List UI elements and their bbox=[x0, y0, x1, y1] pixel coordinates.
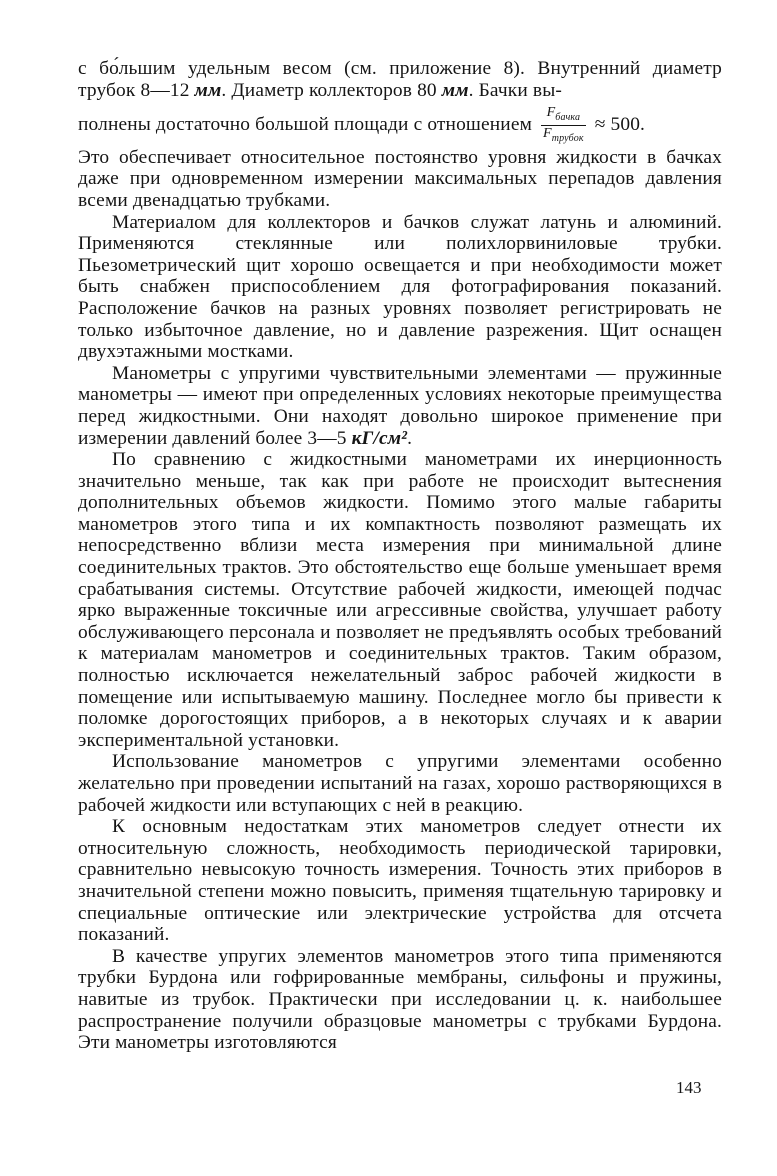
fraction-denominator bbox=[541, 126, 586, 146]
page-number: 143 bbox=[676, 1078, 702, 1097]
unit-mm-2: мм bbox=[441, 79, 469, 101]
numerator-subscript: бачка bbox=[555, 111, 581, 123]
fraction-numerator bbox=[541, 105, 586, 126]
paragraph-1 bbox=[78, 58, 722, 212]
paragraph-3-text-a: Манометры с упругими чувствительными элементами — пружинные манометры — имеют при определенных условиях некоторые преимущества перед жидкостными. Они находят довольно широкое применение при измерении давлений более 3—5 bbox=[78, 362, 722, 449]
paragraph-1-text-d: полнены достаточно большой площади с отношением bbox=[78, 113, 532, 135]
numerator-symbol: F bbox=[546, 105, 556, 121]
denominator-symbol: F bbox=[543, 125, 552, 141]
paragraph-1-text-f: Это обеспечивает относительное постоянство уровня жидкости в бачках даже при одновременном измерении максимальных перепадов давления всеми двенадцатью трубками. bbox=[78, 146, 722, 211]
page-body bbox=[78, 58, 722, 1054]
paragraph-3-text-b: . bbox=[407, 427, 413, 449]
area-ratio-fraction bbox=[541, 105, 586, 146]
paragraph-1-text-c: . Бачки вы- bbox=[468, 79, 562, 101]
paragraph-4: По сравнению с жидкостными манометрами их инерционность значительно меньше, так как при работе не происходит вытеснения дополнительных объемов жидкости. Помимо этого малые габариты манометров этого типа и их компактность позволяют размещать их непосредственно вблизи места измерения при минимальной длине соединительных трактов. Это обстоятельство еще больше уменьшает время срабатывания системы. Отсутствие рабочей жидкости, имеющей подчас ярко выраженные токсичные или агрессивные свойства, улучшает работу обслуживающего персонала и позволяет не предъявлять особых требований к материалам манометров и соединительных трактов. Таким образом, полностью исключается нежелательный заброс рабочей жидкости в помещение или испытываемую машину. Последнее могло бы привести к поломке дорогостоящих приборов, а в некоторых случаях и к аварии экспериментальной установки. bbox=[78, 449, 722, 751]
paragraph-3 bbox=[78, 363, 722, 449]
formula-line bbox=[78, 105, 722, 146]
paragraph-2: Материалом для коллекторов и бачков служат латунь и алюминий. Применяются стеклянные или полихлорвиниловые трубки. Пьезометрический щит хорошо освещается и при необходимости может быть снабжен приспособлением для фотографирования показаний. Расположение бачков на разных уровнях позволяет регистрировать не только избыточное давление, но и давление разрежения. Щит оснащен двухэтажными мостками. bbox=[78, 211, 722, 363]
paragraph-5: Использование манометров с упругими элементами особенно желательно при проведении испытаний на газах, хорошо растворяющихся в рабочей жидкости или вступающих с ней в реакцию. bbox=[78, 751, 722, 816]
paragraph-1-text-b: . Диаметр коллекторов 80 bbox=[221, 79, 437, 101]
paragraph-1-text-a: с бо́льшим удельным весом (см. приложение 8). Внутренний диаметр трубок 8—12 bbox=[78, 58, 722, 101]
unit-mm-1: мм bbox=[194, 79, 222, 101]
paragraph-7: В качестве упругих элементов манометров этого типа применяются трубки Бурдона или гофрированные мембраны, сильфоны и пружины, навитые из трубок. Практически при исследовании ц. к. наибольшее распространение получили образцовые манометры с трубками Бурдона. Эти манометры изготовляются bbox=[78, 945, 722, 1054]
denominator-subscript: трубок bbox=[551, 132, 584, 144]
unit-pressure: кГ/см² bbox=[351, 427, 408, 449]
paragraph-6: К основным недостаткам этих манометров следует отнести их относительную сложность, необходимость периодической тарировки, сравнительно невысокую точность измерения. Точность этих приборов в значительной степени можно повысить, применяя тщательную тарировку и специальные оптические или электрические устройства для отсчета показаний. bbox=[78, 816, 722, 946]
ratio-value: ≈ 500. bbox=[594, 113, 646, 135]
